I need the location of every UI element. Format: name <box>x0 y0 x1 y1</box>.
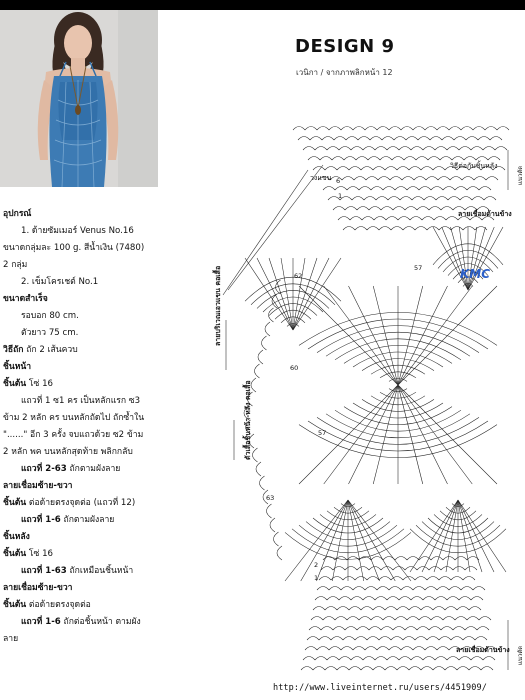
model-illustration <box>0 10 158 187</box>
row-number: 1 <box>338 192 343 200</box>
front-row-line: ข้าม 2 หลัก คร บนหลักถัดไป ถักซ้ำใน <box>3 413 145 423</box>
back-row-label: แถวที่ 1-63 <box>21 566 67 576</box>
lr1-heading: ลายเชื่อมซ้าย-ขวา <box>3 481 73 491</box>
row-number: 57 <box>414 264 423 272</box>
front-heading: ชิ้นหน้า <box>3 362 32 372</box>
label-front-center: ลายบริเวณเอวแขน คอเสื้อ <box>214 265 222 346</box>
label-edge-bottom: แนวตัด <box>517 645 524 665</box>
front-row2-line <box>3 461 165 478</box>
back-heading: ชิ้นหลัง <box>3 532 30 542</box>
method-line <box>3 342 165 359</box>
front-row-line: "......" อีก 3 ครั้ง จบแถวด้วย ซ2 ข้าม <box>3 430 144 440</box>
lr1-row-line <box>3 512 165 529</box>
model-photo <box>0 10 158 187</box>
label-join-back: วิธีต่อกับชิ้นหลัง <box>450 162 498 170</box>
size-line: ตัวยาว 75 cm. <box>21 328 79 338</box>
kmc-watermark: KMC <box>460 267 491 281</box>
front-row2-label: แถวที่ 2-63 <box>21 464 67 474</box>
front-base-label: ชิ้นต้น <box>3 379 27 389</box>
materials-heading: อุปกรณ์ <box>3 209 32 219</box>
front-row-line: แถวที่ 1 ซ1 คร เป็นหลักแรก ซ3 <box>21 396 141 406</box>
top-bar <box>0 0 525 10</box>
label-edge-top: แนวตัด <box>517 165 524 185</box>
front-base-value: โซ่ 16 <box>28 379 54 389</box>
method-value: ถัก 2 เส้นควบ <box>26 345 78 355</box>
lr1-base-value: ต่อด้ายตรงจุดต่อ (แถวที่ 12) <box>28 498 136 508</box>
size-heading: ขนาดสำเร็จ <box>3 294 48 304</box>
lr2-row-label: แถวที่ 1-6 <box>21 617 61 627</box>
materials-line: 2. เข็มโครเชต์ No.1 <box>21 277 99 287</box>
instructions <box>3 206 165 648</box>
row-number: 60 <box>290 364 299 372</box>
lr2-row-value: ถักต่อชิ้นหน้า ตามผัง <box>63 617 141 627</box>
page-subtitle: เวนิกา / จากภาพลิกหน้า 12 <box>296 68 393 77</box>
crochet-chart <box>168 80 525 685</box>
label-side-join-top: ลายเชื่อมด้านข้าง <box>458 210 512 218</box>
row-number: 57 <box>318 429 327 437</box>
row-number: 1 <box>314 574 319 582</box>
method-label: วิธีถัก <box>3 345 24 355</box>
lr2-base-label: ชิ้นต้น <box>3 600 27 610</box>
size-line: รอบอก 80 cm. <box>21 311 79 321</box>
lr2-heading: ลายเชื่อมซ้าย-ขวา <box>3 583 73 593</box>
back-row-line <box>3 563 165 580</box>
materials-line: 1. ด้ายซัมเมอร์ Venus No.16 <box>21 226 134 236</box>
lr2-tail: ลาย <box>3 634 19 644</box>
lr2-base-line <box>3 597 165 614</box>
materials-line: 2 กลุ่ม <box>3 260 28 270</box>
lr1-base-label: ชิ้นต้น <box>3 498 27 508</box>
crochet-diagram <box>168 80 525 685</box>
row-number: 6 <box>336 177 341 185</box>
source-url: http://www.liveinternet.ru/users/4451909/ <box>273 683 487 693</box>
label-armhole: วงแขน <box>310 174 332 182</box>
row-number: 63 <box>266 494 275 502</box>
back-base-label: ชิ้นต้น <box>3 549 27 559</box>
lr1-row-label: แถวที่ 1-6 <box>21 515 61 525</box>
lr2-base-value: ต่อด้ายตรงจุดต่อ <box>28 600 91 610</box>
label-back-center: ตัวเสื้อชิ้นหน้า-หลัง คอเสื้อ <box>244 380 252 460</box>
lr2-row-line <box>3 614 165 631</box>
back-base-value: โซ่ 16 <box>28 549 54 559</box>
front-row2-value: ถักตามผังลาย <box>69 464 121 474</box>
lr1-base-line <box>3 495 165 512</box>
back-base-line <box>3 546 165 563</box>
label-side-join-bottom: ลายเชื่อมด้านข้าง <box>456 646 510 654</box>
back-row-value: ถักเหมือนชิ้นหน้า <box>69 566 134 576</box>
page-title: DESIGN 9 <box>295 36 395 57</box>
lr1-row-value: ถักตามผังลาย <box>63 515 115 525</box>
front-base-line <box>3 376 165 393</box>
materials-line: ขนาดกลุ่มละ 100 g. สีน้ำเงิน (7480) <box>3 243 145 253</box>
row-number: 2 <box>314 561 319 569</box>
front-row-line: 2 หลัก พค บนหลักสุดท้าย พลิกกลับ <box>3 447 133 457</box>
row-number: 62 <box>294 272 303 280</box>
